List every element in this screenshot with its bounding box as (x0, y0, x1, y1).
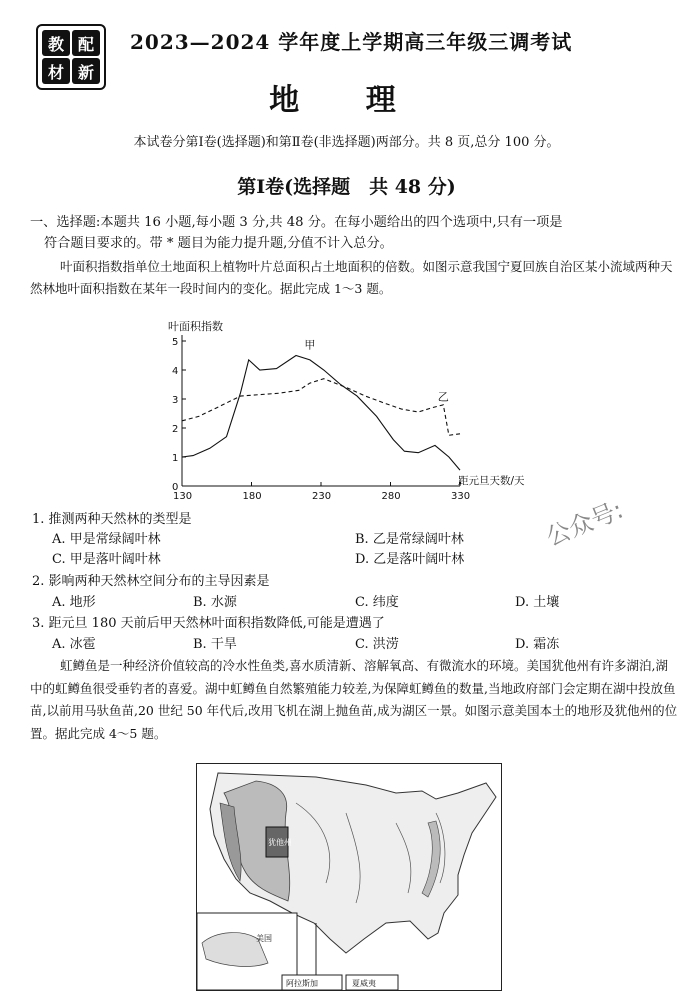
utah-label: 犹他州 (268, 838, 292, 847)
logo-char: 新 (72, 58, 100, 84)
question-1-stem: 1. 推测两种天然林的类型是 (32, 512, 192, 527)
y-tick-label: 4 (172, 366, 179, 377)
q2-option-b[interactable]: B. 水源 (193, 595, 237, 610)
passage-1: 叶面积指数指单位土地面积上植物叶片总面积占土地面积的倍数。如图示意我国宁夏回族自治区某小流域两种天然林地叶面积指数在某年一段时间内的变化。据此完成 1～3 题。 (30, 259, 673, 296)
series-line-yi (182, 379, 460, 436)
q3-option-a[interactable]: A. 冰雹 (52, 637, 96, 652)
hawaii-label: 夏威夷 (352, 979, 376, 988)
q2-option-d[interactable]: D. 土壤 (515, 595, 560, 610)
instructions-line1: 一、选择题:本题共 16 小题,每小题 3 分,共 48 分。在每小题给出的四个选项中,只有一项是 (30, 215, 563, 230)
question-2-stem: 2. 影响两种天然林空间分布的主导因素是 (32, 574, 270, 589)
leaf-area-index-chart (160, 318, 560, 508)
q2-option-c[interactable]: C. 纬度 (355, 595, 399, 610)
y-tick-label: 0 (172, 482, 179, 493)
exam-title: 2023—2024 学年度上学期高三年级三调考试 (130, 30, 573, 54)
section-title: 第Ⅰ卷(选择题 共 48 分) (237, 176, 456, 198)
y-axis-label: 叶面积指数 (168, 320, 223, 333)
chart-axes (182, 335, 460, 486)
q1-option-a[interactable]: A. 甲是常绿阔叶林 (52, 532, 161, 547)
instructions-line2: 符合题目要求的。带 * 题目为能力提升题,分值不计入总分。 (44, 236, 393, 251)
series-label: 乙 (437, 390, 449, 404)
instructions (30, 212, 680, 254)
question-3-stem: 3. 距元旦 180 天前后甲天然林叶面积指数降低,可能是遭遇了 (32, 616, 385, 631)
x-tick-label: 180 (242, 491, 262, 502)
y-tick-label: 5 (172, 337, 179, 348)
logo-char: 配 (72, 30, 100, 56)
watermark: 公众号: (542, 495, 627, 552)
q1-option-b[interactable]: B. 乙是常绿阔叶林 (355, 532, 464, 547)
q3-option-c[interactable]: C. 洪涝 (355, 637, 399, 652)
x-tick-label: 130 (173, 491, 193, 502)
chart-lines (182, 356, 460, 471)
x-tick-label: 330 (451, 491, 471, 502)
q3-option-d[interactable]: D. 霜冻 (515, 637, 560, 652)
y-tick-label: 2 (172, 424, 179, 435)
q2-option-a[interactable]: A. 地形 (52, 595, 96, 610)
series-label: 甲 (304, 338, 316, 352)
exam-intro: 本试卷分第Ⅰ卷(选择题)和第Ⅱ卷(非选择题)两部分。共 8 页,总分 100 分。 (133, 135, 560, 150)
y-tick-label: 3 (172, 395, 179, 406)
subject-title: 地 理 (269, 83, 424, 118)
alaska-label: 阿拉斯加 (286, 979, 318, 988)
usa-terrain-map (196, 763, 502, 991)
passage-2: 虹鳟鱼是一种经济价值较高的冷水性鱼类,喜水质清新、溶解氧高、有微流水的环境。美国犹他州有许多湖泊,湖中的虹鳟鱼很受垂钓者的喜爱。湖中虹鳟鱼自然繁殖能力较差,为保障虹鳟鱼的数量,当地政府部门会定期在湖中投放鱼苗,以前用马驮鱼苗,20 世纪 50 年代后,改用飞机在湖上抛鱼苗,成为湖区一景。如图示意美国本土的地形及犹他州的位置。据此完成 4～5 题。 (30, 658, 678, 741)
q3-option-b[interactable]: B. 干旱 (193, 637, 237, 652)
logo-char: 材 (42, 58, 70, 84)
series-line-jia (182, 356, 460, 471)
y-tick-label: 1 (172, 453, 179, 464)
x-tick-label: 230 (312, 491, 332, 502)
x-tick-label: 280 (381, 491, 401, 502)
chart-labels (168, 319, 525, 502)
logo-char: 教 (42, 30, 70, 56)
x-axis-label: 距元旦天数/天 (458, 475, 525, 487)
inset-usa-label: 美国 (256, 934, 272, 943)
q1-option-c[interactable]: C. 甲是落叶阔叶林 (52, 552, 161, 567)
q1-option-d[interactable]: D. 乙是落叶阔叶林 (355, 552, 465, 567)
